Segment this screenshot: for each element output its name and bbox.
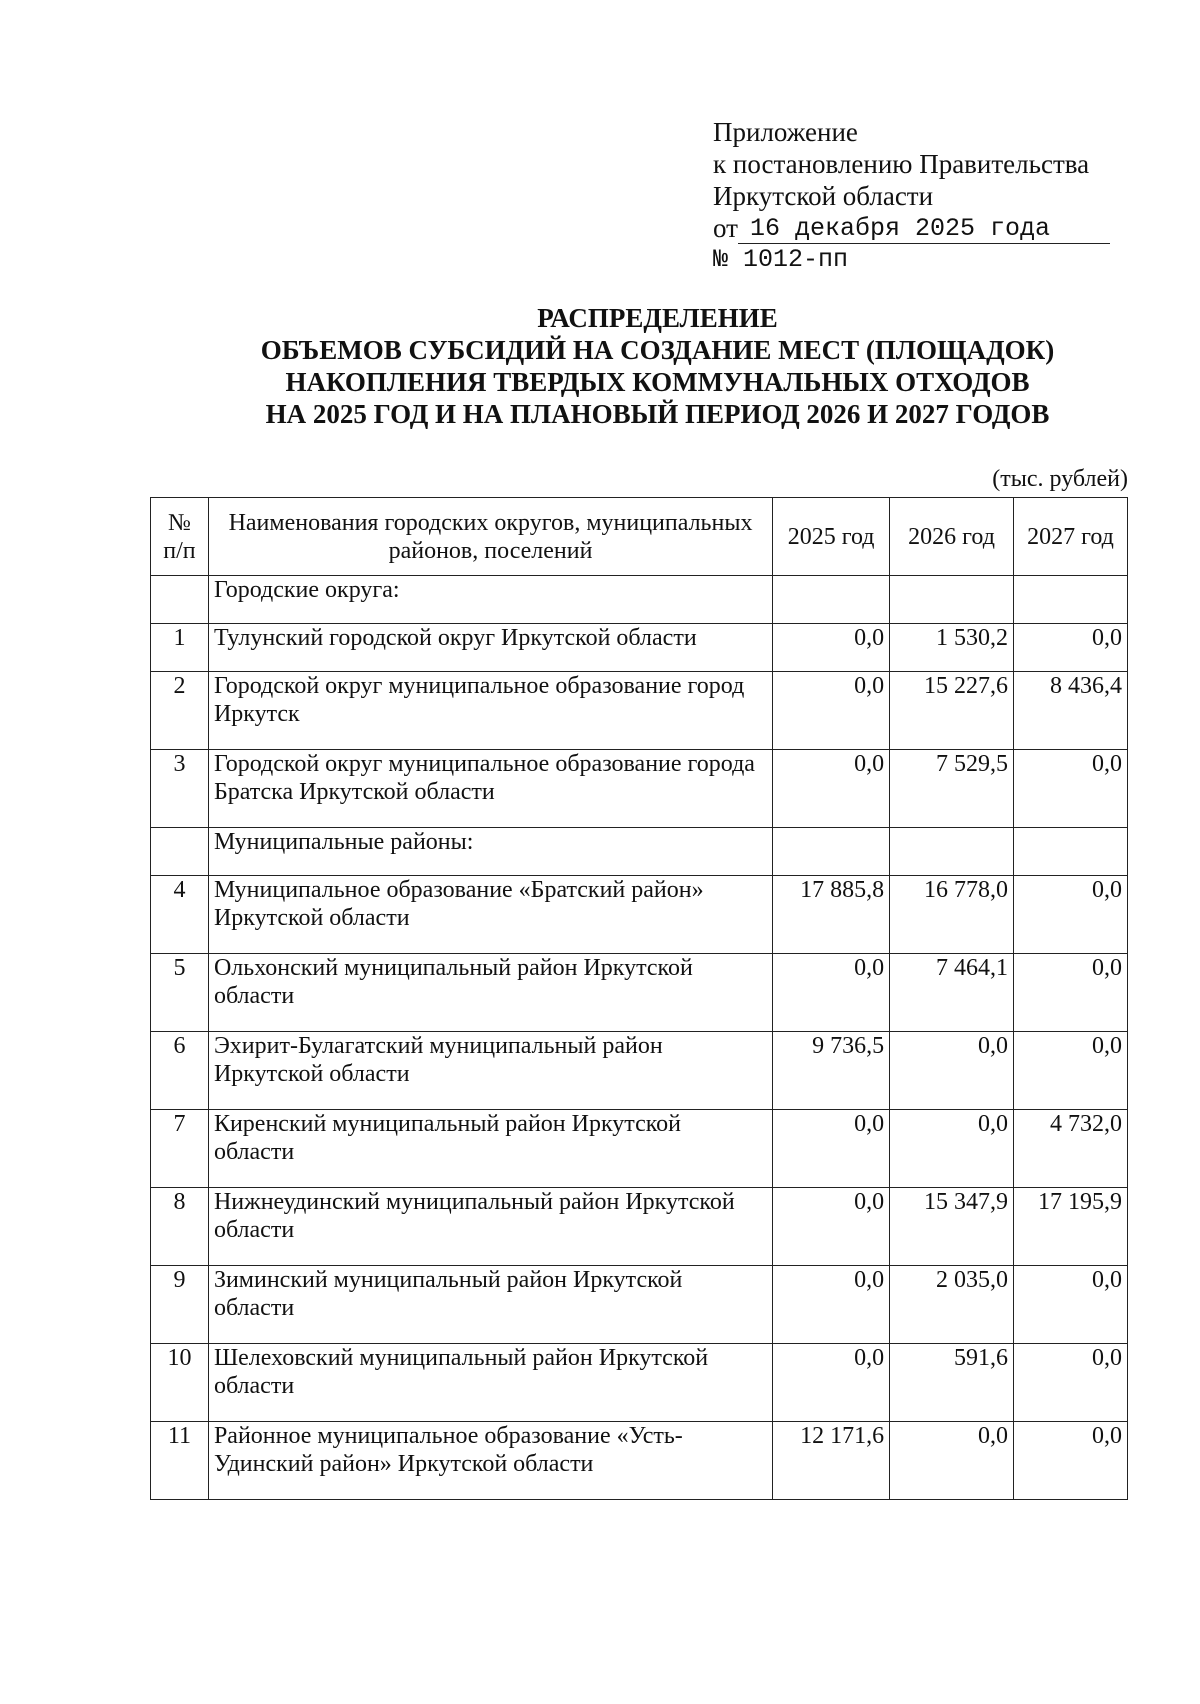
table-row [151, 624, 1128, 672]
table-row [151, 876, 1128, 954]
row-name: Зиминский муниципальный район Иркутской области [208, 1266, 772, 1344]
table-header-row [151, 498, 1128, 576]
group-row-urban [151, 576, 1128, 624]
appendix-line-3: Иркутской области [713, 181, 934, 211]
row-2027: 0,0 [1014, 954, 1128, 1032]
title-line-4: НА 2025 ГОД И НА ПЛАНОВЫЙ ПЕРИОД 2026 И 2027 ГОДОВ [265, 399, 1050, 429]
row-num: 7 [151, 1110, 209, 1188]
row-name: Киренский муниципальный район Иркутской области [208, 1110, 772, 1188]
row-num: 9 [151, 1266, 209, 1344]
row-num: 6 [151, 1032, 209, 1110]
row-2027: 0,0 [1014, 1422, 1128, 1500]
row-num: 1 [151, 624, 209, 672]
row-2026: 15 347,9 [890, 1188, 1014, 1266]
row-2025: 0,0 [773, 750, 890, 828]
appendix-date-row [713, 212, 1110, 244]
row-2027: 0,0 [1014, 750, 1128, 828]
row-2025: 0,0 [773, 1344, 890, 1422]
row-name: Районное муниципальное образование «Усть-Удинский район» Иркутской области [208, 1422, 772, 1500]
row-2026: 0,0 [890, 1422, 1014, 1500]
row-num: 5 [151, 954, 209, 1032]
row-2027: 17 195,9 [1014, 1188, 1128, 1266]
group-label-urban: Городские округа: [208, 576, 772, 624]
row-2026: 15 227,6 [890, 672, 1014, 750]
appendix-line-1: Приложение [713, 117, 858, 147]
row-name: Нижнеудинский муниципальный район Иркутской области [208, 1188, 772, 1266]
row-num: 2 [151, 672, 209, 750]
row-2026: 0,0 [890, 1110, 1014, 1188]
title-line-2: ОБЪЕМОВ СУБСИДИЙ НА СОЗДАНИЕ МЕСТ (ПЛОЩАДОК) [260, 335, 1055, 365]
document-title [0, 302, 1200, 430]
row-num: 8 [151, 1188, 209, 1266]
table-row [151, 672, 1128, 750]
row-name: Тулунский городской округ Иркутской области [208, 624, 772, 672]
row-2027: 0,0 [1014, 1266, 1128, 1344]
title-line-1: РАСПРЕДЕЛЕНИЕ [537, 303, 778, 333]
appendix-line-2: к постановлению Правительства [713, 149, 1090, 179]
row-2026: 7 464,1 [890, 954, 1014, 1032]
row-name: Шелеховский муниципальный район Иркутской области [208, 1344, 772, 1422]
row-2026: 0,0 [890, 1032, 1014, 1110]
appendix-date-value: 16 декабря 2025 года [738, 215, 1110, 244]
row-2027: 4 732,0 [1014, 1110, 1128, 1188]
header-num: № п/п [151, 498, 209, 576]
table-row [151, 1188, 1128, 1266]
row-2025: 0,0 [773, 1188, 890, 1266]
appendix-number: № 1012-пп [713, 245, 849, 274]
header-2025: 2025 год [773, 498, 890, 576]
row-2025: 0,0 [773, 1110, 890, 1188]
row-name: Эхирит-Булагатский муниципальный район Иркутской области [208, 1032, 772, 1110]
row-2026: 591,6 [890, 1344, 1014, 1422]
row-2025: 17 885,8 [773, 876, 890, 954]
row-2025: 0,0 [773, 954, 890, 1032]
row-2025: 9 736,5 [773, 1032, 890, 1110]
row-num: 10 [151, 1344, 209, 1422]
table-row [151, 1032, 1128, 1110]
header-name: Наименования городских округов, муниципальных районов, поселений [208, 498, 772, 576]
row-name: Городской округ муниципальное образование города Братска Иркутской области [208, 750, 772, 828]
table-row [151, 1110, 1128, 1188]
table-row [151, 750, 1128, 828]
row-2027: 0,0 [1014, 1344, 1128, 1422]
row-2025: 0,0 [773, 624, 890, 672]
row-2026: 7 529,5 [890, 750, 1014, 828]
row-name: Муниципальное образование «Братский район» Иркутской области [208, 876, 772, 954]
row-2026: 16 778,0 [890, 876, 1014, 954]
group-label-districts: Муниципальные районы: [208, 828, 772, 876]
units-label: (тыс. рублей) [992, 466, 1128, 492]
row-num: 4 [151, 876, 209, 954]
row-2025: 12 171,6 [773, 1422, 890, 1500]
row-2025: 0,0 [773, 1266, 890, 1344]
table-row [151, 1266, 1128, 1344]
header-2027: 2027 год [1014, 498, 1128, 576]
header-2026: 2026 год [890, 498, 1014, 576]
row-num: 3 [151, 750, 209, 828]
table-row [151, 1422, 1128, 1500]
row-2026: 2 035,0 [890, 1266, 1014, 1344]
row-2025: 0,0 [773, 672, 890, 750]
row-2027: 0,0 [1014, 876, 1128, 954]
distribution-table [150, 497, 1128, 1500]
row-2026: 1 530,2 [890, 624, 1014, 672]
row-2027: 0,0 [1014, 1032, 1128, 1110]
row-name: Ольхонский муниципальный район Иркутской области [208, 954, 772, 1032]
group-row-districts [151, 828, 1128, 876]
table-row [151, 1344, 1128, 1422]
row-name: Городской округ муниципальное образование город Иркутск [208, 672, 772, 750]
appendix-block [713, 116, 1110, 276]
appendix-date-prefix: от [713, 213, 738, 243]
table-row [151, 954, 1128, 1032]
title-line-3: НАКОПЛЕНИЯ ТВЕРДЫХ КОММУНАЛЬНЫХ ОТХОДОВ [285, 367, 1030, 397]
row-2027: 8 436,4 [1014, 672, 1128, 750]
row-2027: 0,0 [1014, 624, 1128, 672]
row-num: 11 [151, 1422, 209, 1500]
